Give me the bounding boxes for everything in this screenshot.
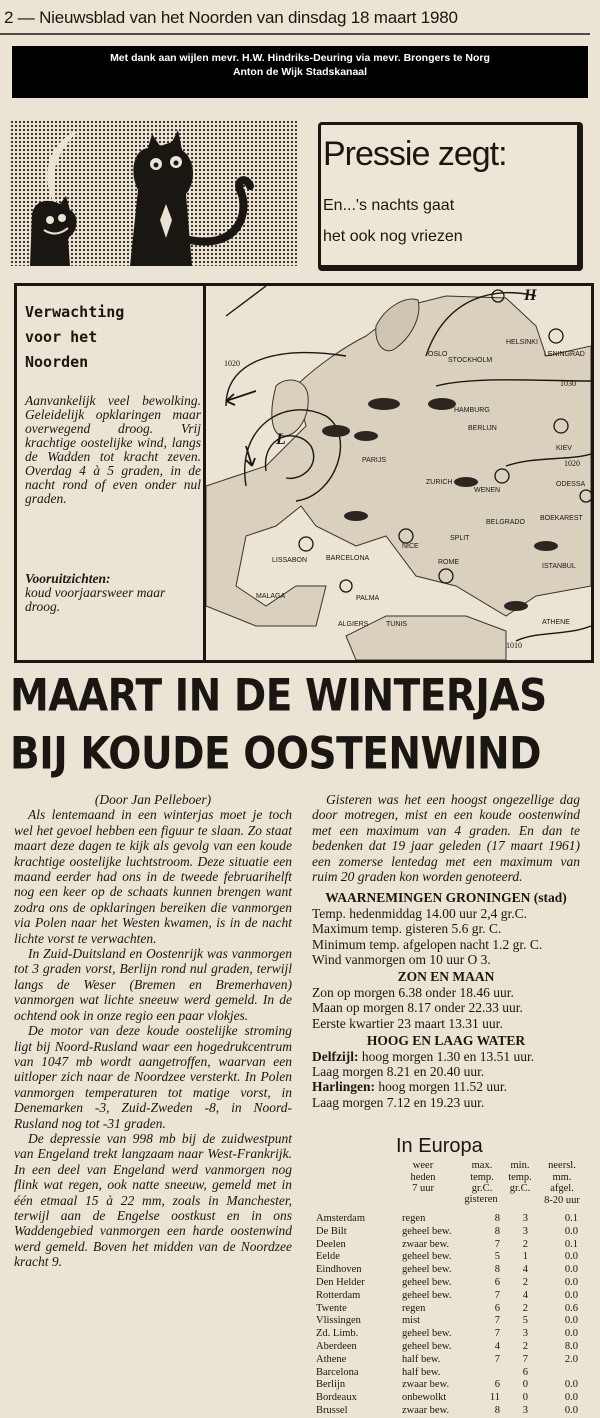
sun-moon-line: Eerste kwartier 23 maart 13.31 uur. bbox=[312, 1015, 503, 1031]
map-city-berlijn: BERLIJN bbox=[468, 425, 497, 432]
cell-rain: 0.0 bbox=[564, 1289, 578, 1301]
cell-city: Vlissingen bbox=[316, 1315, 361, 1327]
table-row bbox=[316, 1354, 588, 1367]
cell-max: 11 bbox=[489, 1392, 500, 1404]
cell-weather: onbewolkt bbox=[402, 1392, 447, 1404]
observation-line: Maximum temp. gisteren 5.6 gr. C. bbox=[312, 921, 502, 937]
cell-city: Barcelona bbox=[316, 1366, 359, 1378]
masthead bbox=[0, 0, 600, 44]
sun-moon-line: Maan op morgen 8.17 onder 22.33 uur. bbox=[312, 1000, 523, 1016]
cell-weather: geheel bew. bbox=[402, 1251, 452, 1263]
table-row bbox=[316, 1379, 588, 1392]
article-paragraph-right: Gisteren was het een hoogst ongezellige dag door motregen, mist en een koude oostenwind met een maximum van 4 graden. En dan te bedenken dat 19 jaar geleden (17 maart 1961) een zomerse lentedag met een maximum van ruim 20 graden kon worden genoteerd. bbox=[312, 792, 580, 885]
cell-max: 5 bbox=[494, 1251, 500, 1263]
cell-min: 3 bbox=[522, 1328, 528, 1340]
weather-map bbox=[206, 286, 591, 660]
cell-weather: geheel bew. bbox=[402, 1289, 452, 1301]
map-city-lissabon: LISSABON bbox=[272, 557, 308, 564]
cell-city: De Bilt bbox=[316, 1225, 347, 1237]
cell-min: 0 bbox=[522, 1379, 528, 1391]
table-row bbox=[316, 1213, 588, 1226]
map-city-wenen: WENEN bbox=[474, 487, 501, 494]
map-city-oslo: OSLO bbox=[428, 351, 448, 358]
cell-rain: 0.0 bbox=[564, 1392, 578, 1404]
cell-rain: 0.0 bbox=[564, 1379, 578, 1391]
cell-min: 1 bbox=[522, 1251, 528, 1263]
cell-rain: 0.0 bbox=[564, 1225, 578, 1237]
map-isobar-1030: 1030 bbox=[560, 379, 576, 388]
cell-min: 2 bbox=[522, 1276, 528, 1288]
map-low-label: L bbox=[276, 431, 286, 448]
europa-header bbox=[316, 1160, 586, 1208]
cell-min: 0 bbox=[522, 1392, 528, 1404]
cell-city: Brussel bbox=[316, 1404, 348, 1416]
cell-city: Berlijn bbox=[316, 1379, 346, 1391]
pressie-box bbox=[318, 122, 583, 271]
cell-max: 7 bbox=[494, 1353, 500, 1365]
cell-rain: 0.6 bbox=[564, 1302, 578, 1314]
cell-weather: half bew. bbox=[402, 1366, 441, 1378]
cell-rain: 0.0 bbox=[564, 1315, 578, 1327]
cell-city: Eindhoven bbox=[316, 1264, 362, 1276]
cell-city: Zd. Limb. bbox=[316, 1328, 359, 1340]
europa-title: In Europa bbox=[396, 1135, 483, 1157]
cell-min: 2 bbox=[522, 1340, 528, 1352]
cell-min: 2 bbox=[522, 1238, 528, 1250]
table-row bbox=[316, 1315, 588, 1328]
map-city-nice: NICE bbox=[402, 543, 419, 550]
table-row bbox=[316, 1239, 588, 1252]
headline-line-2: BIJ KOUDE OOSTENWIND bbox=[10, 728, 542, 780]
tide-delfzijl-low: Laag morgen 8.21 en 20.40 uur. bbox=[312, 1063, 485, 1079]
cell-city: Deelen bbox=[316, 1238, 346, 1250]
map-city-boekarest: BOEKAREST bbox=[540, 515, 583, 522]
table-row bbox=[316, 1226, 588, 1239]
cell-min: 2 bbox=[522, 1302, 528, 1314]
cell-min: 3 bbox=[522, 1225, 528, 1237]
map-city-split: SPLIT bbox=[450, 535, 470, 542]
cell-weather: zwaar bew. bbox=[402, 1404, 450, 1416]
cell-rain: 0.0 bbox=[564, 1328, 578, 1340]
europa-table bbox=[316, 1213, 588, 1418]
cell-weather: mist bbox=[402, 1315, 421, 1327]
article-paragraph: De depressie van 998 mb bij de zuidwestpunt van Engeland trekt langzaam naar West-Frankrijk. In een deel van Engeland werd vanmorgen nog flink wat regen, ook natte sneeuw, gemeld met in één etmaal 15 à 22 mm, zoals in Manchester, terwijl aan de Engelse oostkust en in ons Waddengebied vanmorgen een harde oostenwind werd gemeld. Boven het midden van de Noordzee kracht 9. bbox=[14, 1130, 292, 1270]
table-row bbox=[316, 1341, 588, 1354]
cell-min: 7 bbox=[522, 1353, 528, 1365]
cell-rain: 0.0 bbox=[564, 1264, 578, 1276]
map-city-parijs: PARIJS bbox=[362, 457, 386, 464]
cell-min: 6 bbox=[522, 1366, 528, 1378]
map-city-leningrad: LENINGRAD bbox=[544, 351, 585, 358]
table-row bbox=[316, 1264, 588, 1277]
cell-weather: geheel bew. bbox=[402, 1328, 452, 1340]
cell-city: Aberdeen bbox=[316, 1340, 357, 1352]
cell-city: Eelde bbox=[316, 1251, 340, 1263]
cell-weather: zwaar bew. bbox=[402, 1238, 450, 1250]
map-city-rome: ROME bbox=[438, 559, 459, 566]
cell-weather: regen bbox=[402, 1302, 426, 1314]
tides-heading: HOOG EN LAAG WATER bbox=[366, 1033, 526, 1049]
table-row bbox=[316, 1367, 588, 1380]
headline-line-1: MAART IN DE WINTERJAS bbox=[10, 670, 547, 722]
cell-max: 6 bbox=[494, 1379, 500, 1391]
cell-max: 8 bbox=[494, 1225, 500, 1237]
pressie-line-2: het ook nog vriezen bbox=[323, 228, 463, 245]
header-weather: weer heden 7 uur bbox=[410, 1160, 436, 1194]
map-city-belgrado: BELGRADO bbox=[486, 519, 525, 526]
map-city-malaga: MALAGA bbox=[256, 593, 286, 600]
observation-line: Temp. hedenmiddag 14.00 uur 2,4 gr.C. bbox=[312, 905, 528, 921]
article-paragraph: Als lentemaand in een winterjas moet je toch wel het gevoel hebben een figuur te slaan. Zo staat maart deze dagen te kijk als gevolg van een koude krachtige oostelijke luchtstroom. Deze situatie een maand eerder had ons in de tweede februarihelft nog een keer op de schaats kunnen brengen want zodra ons de opklaringen bereiken die vanmorgen via Polen naar het Westen kwamen, is in de nacht lichte vorst te verwachten. bbox=[14, 807, 292, 946]
map-city-barcelona: BARCELONA bbox=[326, 555, 370, 562]
map-city-athene: ATHENE bbox=[542, 619, 570, 626]
observation-line: Minimum temp. afgelopen nacht 1.2 gr. C. bbox=[312, 936, 543, 952]
map-isobar-1020-west: 1020 bbox=[224, 359, 240, 368]
sun-moon-line: Zon op morgen 6.38 onder 18.46 uur. bbox=[312, 984, 514, 1000]
credit-line-1: Met dank aan wijlen mevr. H.W. Hindriks-Deuring via mevr. Brongers te Norg bbox=[110, 52, 490, 64]
cell-weather: geheel bew. bbox=[402, 1340, 452, 1352]
observations-heading: WAARNEMINGEN GRONINGEN (stad) bbox=[325, 890, 567, 906]
article-left-column bbox=[14, 792, 292, 1270]
cell-weather: regen bbox=[402, 1213, 426, 1224]
cell-max: 8 bbox=[494, 1264, 500, 1276]
cell-max: 7 bbox=[494, 1238, 500, 1250]
map-city-stockholm: STOCKHOLM bbox=[448, 357, 493, 364]
pressie-line-1: En...'s nachts gaat bbox=[323, 197, 455, 214]
header-max: max. temp. gr.C. bbox=[470, 1160, 494, 1194]
table-row bbox=[316, 1277, 588, 1290]
cell-min: 5 bbox=[522, 1315, 528, 1327]
observation-line: Wind vanmorgen om 10 uur O 3. bbox=[312, 952, 491, 968]
credit-line-2: Anton de Wijk Stadskanaal bbox=[232, 66, 368, 78]
tide-harlingen-high: Harlingen: hoog morgen 11.52 uur. bbox=[312, 1079, 507, 1095]
cell-max: 7 bbox=[494, 1289, 500, 1301]
map-city-zurich: ZURICH bbox=[426, 479, 453, 486]
masthead-title: 2 — Nieuwsblad van het Noorden van dinsdag 18 maart 1980 bbox=[4, 8, 458, 27]
cell-city: Den Helder bbox=[316, 1276, 365, 1288]
cell-min: 3 bbox=[522, 1213, 528, 1224]
cell-weather: geheel bew. bbox=[402, 1276, 452, 1288]
forecast-box bbox=[14, 283, 594, 663]
cell-max: 8 bbox=[494, 1404, 500, 1416]
table-row bbox=[316, 1392, 588, 1405]
table-row bbox=[316, 1328, 588, 1341]
table-row bbox=[316, 1303, 588, 1316]
map-city-algiers: ALGIERS bbox=[338, 621, 369, 628]
cell-weather: geheel bew. bbox=[402, 1225, 452, 1237]
table-row bbox=[316, 1251, 588, 1264]
header-rain: neersl. mm. afgel. 8-20 uur bbox=[544, 1160, 580, 1206]
header-min: min. temp. gr.C. bbox=[508, 1160, 532, 1194]
cell-rain: 0.1 bbox=[564, 1213, 578, 1224]
cell-max: 8 bbox=[494, 1213, 500, 1224]
article-right-column bbox=[312, 792, 580, 1110]
cell-max: 7 bbox=[494, 1315, 500, 1327]
map-city-odessa: ODESSA bbox=[556, 481, 586, 488]
cell-min: 4 bbox=[522, 1264, 528, 1276]
tide-harlingen-low: Laag morgen 7.12 en 19.23 uur. bbox=[312, 1094, 485, 1110]
sun-moon-heading: ZON EN MAAN bbox=[397, 969, 495, 985]
article-paragraph: In Zuid-Duitsland en Oostenrijk was vanmorgen tot 3 graden vorst, Berlijn rond nul graden, terwijl langs de Weser (Bremen en Bremerhaven) vanmorgen wat lichte sneeuw werd gemeld. In de ochtend ook in onze regio een paar vlokjes. bbox=[14, 946, 292, 1023]
cell-max: 4 bbox=[494, 1340, 500, 1352]
cell-rain: 0.0 bbox=[564, 1276, 578, 1288]
map-city-hamburg: HAMBURG bbox=[454, 407, 490, 414]
map-city-helsinki: HELSINKI bbox=[506, 339, 538, 346]
map-city-tunis: TUNIS bbox=[386, 621, 407, 628]
cell-min: 3 bbox=[522, 1404, 528, 1416]
cell-max: 7 bbox=[494, 1328, 500, 1340]
cell-rain: 0.1 bbox=[564, 1238, 578, 1250]
cell-weather: zwaar bew. bbox=[402, 1379, 450, 1391]
outlook-heading: Vooruitzichten: bbox=[25, 571, 111, 586]
table-row bbox=[316, 1290, 588, 1303]
forecast-panel bbox=[17, 286, 206, 660]
cell-rain: 2.0 bbox=[564, 1353, 578, 1365]
map-high-label: H bbox=[524, 287, 537, 304]
cell-rain: 8.0 bbox=[564, 1340, 578, 1352]
forecast-title: Verwachting voor het Noorden bbox=[25, 303, 125, 371]
map-isobar-1010: 1010 bbox=[506, 641, 522, 650]
map-isobar-1020-east: 1020 bbox=[564, 459, 580, 468]
cell-rain: 0.0 bbox=[564, 1404, 578, 1416]
forecast-text: Aanvankelijk veel bewolking. Geleidelijk opklaringen maar overwegend droog. Vrij krachtige oostelijke wind, langs de Wadden tot kracht zeven. Overdag 4 à 5 graden, in de nacht rond of even onder nul graden. bbox=[25, 393, 201, 506]
masthead-rule bbox=[0, 30, 600, 44]
article-paragraph: De motor van deze koude oostelijke stroming ligt bij Noord-Rusland waar een hogedrukcentrum van 1047 mb wordt aangetroffen, waarvan een uitloper zich naar de Noordzee versterkt. In Polen vanmorgen temperaturen tot matige vorst, in Denemarken -3, Zuid-Zweden -8, in Noord-Rusland nog tot -31 graden. bbox=[14, 1023, 292, 1131]
cell-weather: half bew. bbox=[402, 1353, 441, 1365]
header-gisteren: gisteren bbox=[464, 1194, 498, 1205]
cell-weather: geheel bew. bbox=[402, 1264, 452, 1276]
cell-min: 4 bbox=[522, 1289, 528, 1301]
table-row bbox=[316, 1405, 588, 1418]
tide-delfzijl-high: Delfzijl: hoog morgen 1.30 en 13.51 uur. bbox=[312, 1048, 535, 1064]
cell-rain: 0.0 bbox=[564, 1251, 578, 1263]
cell-max: 6 bbox=[494, 1302, 500, 1314]
cell-city: Athene bbox=[316, 1353, 347, 1365]
byline: (Door Jan Pelleboer) bbox=[94, 792, 212, 807]
map-city-kiev: KIEV bbox=[556, 445, 572, 452]
cell-city: Bordeaux bbox=[316, 1392, 357, 1404]
outlook-text: koud voorjaarsweer maar droog. bbox=[25, 585, 166, 614]
cat-illustration bbox=[10, 120, 312, 270]
credit-box bbox=[12, 46, 588, 98]
pressie-title: Pressie zegt: bbox=[323, 135, 507, 173]
map-city-palma: PALMA bbox=[356, 595, 380, 602]
cell-city: Rotterdam bbox=[316, 1289, 361, 1301]
cell-city: Amsterdam bbox=[316, 1213, 365, 1224]
map-city-istanbul: ISTANBUL bbox=[542, 563, 576, 570]
cell-city: Twente bbox=[316, 1302, 347, 1314]
cell-max: 6 bbox=[494, 1276, 500, 1288]
